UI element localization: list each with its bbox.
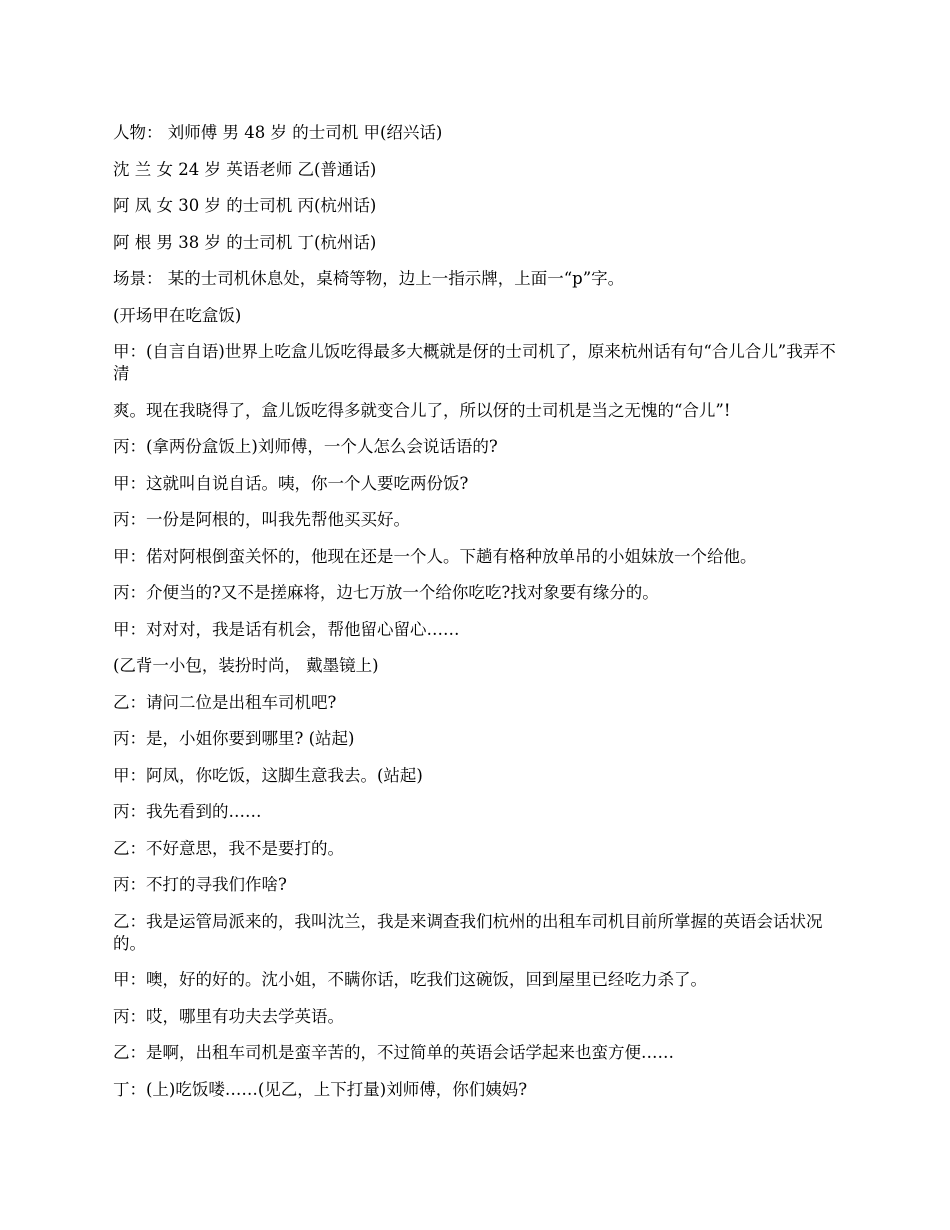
- paragraph-line: 丙：不打的寻我们作啥?: [113, 875, 287, 894]
- paragraph-line: 丙：哎，哪里有功夫去学英语。: [113, 1006, 344, 1026]
- paragraph-line: 丙：介便当的?又不是搓麻将，边七万放一个给你吃吃?找对象要有缘分的。: [113, 583, 659, 602]
- paragraph-line: 丁：(上)吃饭喽……(见乙，上下打量)刘师傅，你们姨妈?: [113, 1079, 528, 1099]
- paragraph-line: 甲：对对对，我是话有机会，帮他留心留心……: [113, 619, 460, 639]
- paragraph-line: 爽。现在我晓得了，盒儿饭吃得多就变合儿了，所以伢的士司机是当之无愧的“合儿”!: [113, 400, 731, 420]
- paragraph-line: 甲：这就叫自说自话。咦，你一个人要吃两份饭?: [113, 473, 469, 493]
- paragraph-stage-direction: (开场甲在吃盒饭): [113, 305, 242, 325]
- paragraph-line: 甲：(自言自语)世界上吃盒儿饭吃得最多大概就是伢的士司机了，原来杭州话有句“合儿合儿”我弄不清: [113, 342, 836, 383]
- paragraph-line: 丙：是，小姐你要到哪里? (站起): [113, 729, 355, 748]
- paragraph-cast-feng: 阿 凤 女 30 岁 的士司机 丙(杭州话): [113, 196, 377, 215]
- paragraph-line: 丙：一份是阿根的，叫我先帮他买买好。: [113, 510, 410, 529]
- paragraph-line: 乙：不好意思，我不是要打的。: [113, 838, 344, 858]
- paragraph-line: 丙：(拿两份盒饭上)刘师傅，一个人怎么会说话语的?: [113, 437, 498, 456]
- paragraph-line: 乙：我是运管局派来的，我叫沈兰，我是来调查我们杭州的出租车司机目前所掌握的英语会话状况的。: [113, 911, 823, 953]
- paragraph-line: 乙：请问二位是出租车司机吧?: [113, 692, 337, 712]
- paragraph-line: 丙：我先看到的……: [113, 802, 262, 821]
- paragraph-line: 甲：阿凤，你吃饭，这脚生意我去。(站起): [113, 765, 423, 785]
- paragraph-line: 甲：偌对阿根倒蛮关怀的，他现在还是一个人。下趟有格种放单吊的小姐妹放一个给他。: [113, 546, 757, 566]
- paragraph-stage-direction: (乙背一小包，装扮时尚， 戴墨镜上): [113, 656, 379, 675]
- document-body: [113, 122, 838, 1115]
- paragraph-cast-gen: 阿 根 男 38 岁 的士司机 丁(杭州话): [113, 232, 377, 252]
- paragraph-line: 乙：是啊，出租车司机是蛮辛苦的，不过简单的英语会话学起来也蛮方便……: [113, 1043, 674, 1062]
- paragraph-cast-liu: 人物： 刘师傅 男 48 岁 的士司机 甲(绍兴话): [113, 123, 443, 142]
- paragraph-cast-shen: 沈 兰 女 24 岁 英语老师 乙(普通话): [113, 159, 377, 179]
- paragraph-scene: 场景： 某的士司机休息处，桌椅等物，边上一指示牌，上面一“p”字。: [113, 269, 625, 288]
- paragraph-line: 甲：噢，好的好的。沈小姐，不瞒你话，吃我们这碗饭，回到屋里已经吃力杀了。: [113, 970, 707, 989]
